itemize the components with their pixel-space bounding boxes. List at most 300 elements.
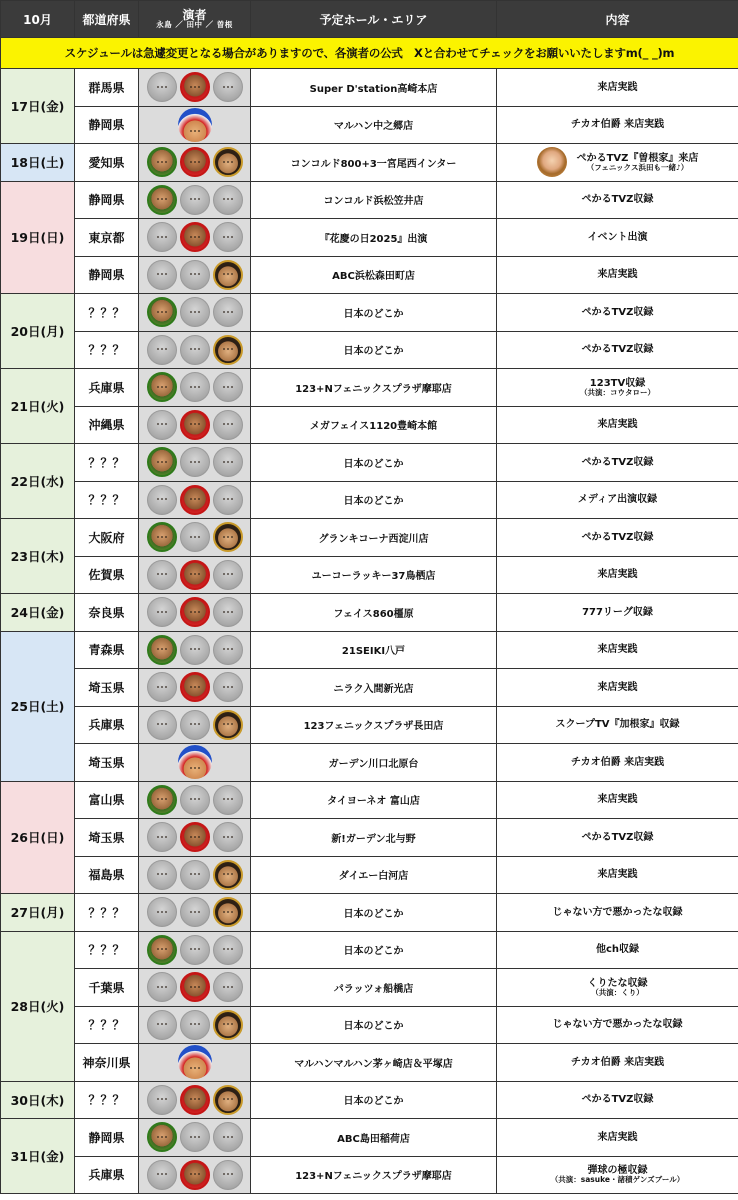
inactive-performer-avatar	[180, 710, 210, 740]
nagashima-avatar	[147, 522, 177, 552]
date-cell: 18日(土)	[1, 144, 75, 182]
inactive-performer-avatar	[147, 1010, 177, 1040]
chikao-avatar	[178, 1045, 212, 1079]
tanaka-avatar	[180, 410, 210, 440]
prefecture-cell: ？？？	[75, 931, 139, 969]
performer-avatars	[139, 335, 250, 365]
inactive-performer-avatar	[147, 485, 177, 515]
prefecture-cell: 福島県	[75, 856, 139, 894]
content-cell	[497, 1006, 738, 1044]
hall-cell: ABC島田稲荷店	[251, 1119, 497, 1157]
inactive-performer-avatar	[213, 785, 243, 815]
inactive-performer-avatar	[180, 335, 210, 365]
nagashima-avatar	[147, 447, 177, 477]
content-cell	[497, 331, 738, 369]
schedule-row	[1, 256, 738, 294]
chikao-avatar	[178, 745, 212, 779]
performers-cell	[139, 969, 251, 1007]
date-cell: 19日(日)	[1, 181, 75, 294]
prefecture-cell: 静岡県	[75, 181, 139, 219]
hall-cell: 123フェニックスプラザ長田店	[251, 706, 497, 744]
content-cell	[497, 256, 738, 294]
performer-avatars	[139, 597, 250, 627]
prefecture-cell: 埼玉県	[75, 669, 139, 707]
tanaka-avatar	[180, 972, 210, 1002]
date-cell: 31日(金)	[1, 1119, 75, 1194]
schedule-row	[1, 969, 738, 1007]
hall-cell: 日本のどこか	[251, 894, 497, 932]
hall-cell: 日本のどこか	[251, 1081, 497, 1119]
nagashima-avatar	[147, 635, 177, 665]
performers-cell	[139, 106, 251, 144]
content-cell	[497, 294, 738, 332]
content-label: チカオ伯爵 来店実践	[570, 756, 665, 768]
nagashima-avatar	[147, 147, 177, 177]
chikao-avatar	[178, 108, 212, 142]
header-content: 内容	[497, 1, 738, 38]
content-cell	[497, 819, 738, 857]
performers-cell	[139, 144, 251, 182]
performers-cell	[139, 481, 251, 519]
prefecture-cell: ？？？	[75, 894, 139, 932]
content-cell	[497, 106, 738, 144]
inactive-performer-avatar	[213, 935, 243, 965]
content-cell	[497, 631, 738, 669]
schedule-row	[1, 781, 738, 819]
date-cell: 26日(日)	[1, 781, 75, 894]
prefecture-cell: 神奈川県	[75, 1044, 139, 1082]
content-label: ぺかるTVZ収録	[581, 194, 654, 206]
prefecture-cell: 埼玉県	[75, 819, 139, 857]
performers-cell	[139, 931, 251, 969]
content-note: （共演：コウタロー）	[580, 387, 655, 397]
prefecture-cell: 静岡県	[75, 106, 139, 144]
schedule-row	[1, 856, 738, 894]
prefecture-cell: ？？？	[75, 481, 139, 519]
performer-avatars	[139, 1160, 250, 1190]
content-label: ぺかるTVZ『曽根家』来店	[576, 152, 699, 164]
performer-avatars	[139, 1085, 250, 1115]
performer-avatars	[139, 72, 250, 102]
performers-cell	[139, 856, 251, 894]
prefecture-cell: 群馬県	[75, 69, 139, 107]
inactive-performer-avatar	[213, 672, 243, 702]
tanaka-avatar	[180, 72, 210, 102]
date-cell: 20日(月)	[1, 294, 75, 369]
hall-cell: 123+Nフェニックスプラザ摩耶店	[251, 1156, 497, 1194]
hall-cell: マルハン中之郷店	[251, 106, 497, 144]
date-cell: 28日(火)	[1, 931, 75, 1081]
performers-cell	[139, 369, 251, 407]
inactive-performer-avatar	[147, 560, 177, 590]
date-cell: 25日(土)	[1, 631, 75, 781]
content-cell	[497, 481, 738, 519]
prefecture-cell: 青森県	[75, 631, 139, 669]
content-label: ぺかるTVZ収録	[581, 831, 654, 843]
performers-cell	[139, 294, 251, 332]
inactive-performer-avatar	[213, 447, 243, 477]
schedule-row	[1, 1081, 738, 1119]
sone-avatar	[213, 710, 243, 740]
performers-cell	[139, 1081, 251, 1119]
header-performers-label: 演者	[182, 7, 207, 22]
content-label: ぺかるTVZ収録	[581, 456, 654, 468]
hall-cell: ガーデン川口北原台	[251, 744, 497, 782]
inactive-performer-avatar	[213, 1122, 243, 1152]
performer-avatars	[139, 1045, 250, 1079]
prefecture-cell: 兵庫県	[75, 369, 139, 407]
date-cell: 23日(木)	[1, 519, 75, 594]
inactive-performer-avatar	[180, 1122, 210, 1152]
content-cell	[497, 931, 738, 969]
prefecture-cell: ？？？	[75, 1006, 139, 1044]
performer-avatars	[139, 972, 250, 1002]
inactive-performer-avatar	[147, 672, 177, 702]
prefecture-cell: ？？？	[75, 1081, 139, 1119]
content-label: 来店実践	[597, 81, 638, 93]
performer-avatars	[139, 1122, 250, 1152]
schedule-row	[1, 931, 738, 969]
prefecture-cell: 兵庫県	[75, 1156, 139, 1194]
content-cell	[497, 744, 738, 782]
performer-avatars	[139, 410, 250, 440]
inactive-performer-avatar	[213, 222, 243, 252]
content-label: 来店実践	[597, 269, 638, 281]
sone-avatar	[213, 522, 243, 552]
sone-avatar	[213, 1085, 243, 1115]
performers-cell	[139, 69, 251, 107]
prefecture-cell: ？？？	[75, 294, 139, 332]
content-label: 来店実践	[597, 681, 638, 693]
performer-avatars	[139, 222, 250, 252]
inactive-performer-avatar	[180, 372, 210, 402]
guest-photo-icon	[537, 147, 567, 177]
inactive-performer-avatar	[180, 522, 210, 552]
hall-cell: メガフェイス1120豊崎本館	[251, 406, 497, 444]
nagashima-avatar	[147, 785, 177, 815]
date-cell: 17日(金)	[1, 69, 75, 144]
hall-cell: 『花慶の日2025』出演	[251, 219, 497, 257]
nagashima-avatar	[147, 935, 177, 965]
inactive-performer-avatar	[213, 185, 243, 215]
schedule-row	[1, 444, 738, 482]
schedule-row	[1, 1006, 738, 1044]
inactive-performer-avatar	[180, 897, 210, 927]
performer-avatars	[139, 672, 250, 702]
hall-cell: パラッツォ船橋店	[251, 969, 497, 1007]
performer-avatars	[139, 147, 250, 177]
schedule-row	[1, 106, 738, 144]
performers-cell	[139, 406, 251, 444]
inactive-performer-avatar	[180, 447, 210, 477]
inactive-performer-avatar	[213, 972, 243, 1002]
inactive-performer-avatar	[147, 822, 177, 852]
content-note: （共演：sasuke・諸積ゲンズブール）	[550, 1175, 685, 1185]
content-label: 来店実践	[597, 1131, 638, 1143]
inactive-performer-avatar	[213, 560, 243, 590]
performer-avatars	[139, 897, 250, 927]
schedule-row	[1, 369, 738, 407]
tanaka-avatar	[180, 485, 210, 515]
inactive-performer-avatar	[147, 710, 177, 740]
schedule-row	[1, 481, 738, 519]
content-label: 777リーグ収録	[582, 606, 653, 618]
performers-cell	[139, 744, 251, 782]
nagashima-avatar	[147, 297, 177, 327]
performer-avatars	[139, 297, 250, 327]
content-label: 123TV収録	[589, 377, 646, 389]
hall-cell: 日本のどこか	[251, 481, 497, 519]
inactive-performer-avatar	[213, 372, 243, 402]
performer-avatars	[139, 522, 250, 552]
content-cell	[497, 1044, 738, 1082]
performer-avatars	[139, 822, 250, 852]
hall-cell: ニラク入間新光店	[251, 669, 497, 707]
schedule-row	[1, 556, 738, 594]
date-cell: 24日(金)	[1, 594, 75, 632]
inactive-performer-avatar	[180, 185, 210, 215]
content-label: 来店実践	[597, 419, 638, 431]
performer-avatars	[139, 785, 250, 815]
sone-avatar	[213, 860, 243, 890]
inactive-performer-avatar	[213, 410, 243, 440]
performers-cell	[139, 181, 251, 219]
hall-cell: タイヨーネオ 富山店	[251, 781, 497, 819]
performers-cell	[139, 594, 251, 632]
hall-cell: Super D'station高崎本店	[251, 69, 497, 107]
performer-avatars	[139, 710, 250, 740]
sone-avatar	[213, 1010, 243, 1040]
content-note: （共演：くり）	[591, 987, 644, 997]
content-label: じゃない方で悪かったな収録	[552, 906, 683, 918]
header-pref: 都道府県	[75, 1, 139, 38]
date-cell: 30日(木)	[1, 1081, 75, 1119]
performers-cell	[139, 444, 251, 482]
inactive-performer-avatar	[180, 860, 210, 890]
inactive-performer-avatar	[147, 260, 177, 290]
schedule-row	[1, 894, 738, 932]
schedule-row	[1, 1156, 738, 1194]
inactive-performer-avatar	[147, 335, 177, 365]
hall-cell: 日本のどこか	[251, 331, 497, 369]
inactive-performer-avatar	[213, 597, 243, 627]
hall-cell: グランキコーナ西淀川店	[251, 519, 497, 557]
inactive-performer-avatar	[180, 1010, 210, 1040]
performers-cell	[139, 819, 251, 857]
performers-cell	[139, 331, 251, 369]
prefecture-cell: 富山県	[75, 781, 139, 819]
performers-cell	[139, 1006, 251, 1044]
performers-cell	[139, 781, 251, 819]
performers-cell	[139, 1119, 251, 1157]
content-label: 来店実践	[597, 794, 638, 806]
schedule-row	[1, 181, 738, 219]
schedule-row	[1, 219, 738, 257]
performer-avatars	[139, 745, 250, 779]
inactive-performer-avatar	[147, 410, 177, 440]
content-cell	[497, 556, 738, 594]
schedule-row	[1, 744, 738, 782]
prefecture-cell: 大阪府	[75, 519, 139, 557]
tanaka-avatar	[180, 597, 210, 627]
inactive-performer-avatar	[147, 860, 177, 890]
schedule-row	[1, 294, 738, 332]
inactive-performer-avatar	[180, 785, 210, 815]
performers-cell	[139, 1156, 251, 1194]
schedule-row	[1, 669, 738, 707]
inactive-performer-avatar	[180, 260, 210, 290]
content-note: （フェニックス浜田も一緒♪）	[586, 162, 689, 172]
inactive-performer-avatar	[213, 72, 243, 102]
performer-avatars	[139, 860, 250, 890]
hall-cell: 日本のどこか	[251, 444, 497, 482]
schedule-row	[1, 1044, 738, 1082]
hall-cell: 日本のどこか	[251, 931, 497, 969]
sone-avatar	[213, 147, 243, 177]
content-label: チカオ伯爵 来店実践	[570, 119, 665, 131]
schedule-row	[1, 594, 738, 632]
performer-avatars	[139, 935, 250, 965]
tanaka-avatar	[180, 222, 210, 252]
performer-avatars	[139, 447, 250, 477]
tanaka-avatar	[180, 560, 210, 590]
notice-banner: スケジュールは急遽変更となる場合がありますので、各演者の公式 Xと合わせてチェックをお願いいたしますm(_ _)m	[1, 38, 738, 69]
content-cell	[497, 969, 738, 1007]
date-cell: 27日(月)	[1, 894, 75, 932]
inactive-performer-avatar	[180, 635, 210, 665]
performers-cell	[139, 219, 251, 257]
date-cell: 22日(水)	[1, 444, 75, 519]
hall-cell: マルハンマルハン茅ヶ崎店＆平塚店	[251, 1044, 497, 1082]
prefecture-cell: 愛知県	[75, 144, 139, 182]
header-performers	[139, 1, 251, 38]
content-cell	[497, 444, 738, 482]
nagashima-avatar	[147, 372, 177, 402]
content-label: メディア出演収録	[577, 494, 658, 506]
performers-cell	[139, 894, 251, 932]
content-label: 他ch収録	[595, 944, 640, 956]
content-cell	[497, 856, 738, 894]
prefecture-cell: ？？？	[75, 444, 139, 482]
notice-row	[1, 38, 738, 69]
hall-cell: 日本のどこか	[251, 1006, 497, 1044]
date-cell: 21日(火)	[1, 369, 75, 444]
header-performers-names: 永島 ／ 田中 ／ 曽根	[156, 20, 233, 30]
performer-avatars	[139, 1010, 250, 1040]
tanaka-avatar	[180, 147, 210, 177]
schedule-row	[1, 69, 738, 107]
content-cell	[497, 669, 738, 707]
tanaka-avatar	[180, 1160, 210, 1190]
inactive-performer-avatar	[213, 1160, 243, 1190]
schedule-row	[1, 706, 738, 744]
content-cell	[497, 406, 738, 444]
hall-cell: ABC浜松森田町店	[251, 256, 497, 294]
content-label: ぺかるTVZ収録	[581, 306, 654, 318]
inactive-performer-avatar	[147, 972, 177, 1002]
inactive-performer-avatar	[147, 597, 177, 627]
hall-cell: 新!ガーデン北与野	[251, 819, 497, 857]
performer-avatars	[139, 635, 250, 665]
schedule-row	[1, 331, 738, 369]
header-row	[1, 1, 738, 38]
performers-cell	[139, 669, 251, 707]
hall-cell: コンコルド800+3一宮尾西インター	[251, 144, 497, 182]
sone-avatar	[213, 260, 243, 290]
performer-avatars	[139, 372, 250, 402]
inactive-performer-avatar	[213, 635, 243, 665]
content-cell	[497, 181, 738, 219]
inactive-performer-avatar	[147, 897, 177, 927]
hall-cell: ダイエー白河店	[251, 856, 497, 894]
hall-cell: 日本のどこか	[251, 294, 497, 332]
content-cell	[497, 594, 738, 632]
content-cell	[497, 781, 738, 819]
sone-avatar	[213, 897, 243, 927]
performers-cell	[139, 556, 251, 594]
inactive-performer-avatar	[147, 1085, 177, 1115]
performer-avatars	[139, 108, 250, 142]
schedule-row	[1, 1119, 738, 1157]
prefecture-cell: 東京都	[75, 219, 139, 257]
prefecture-cell: 佐賀県	[75, 556, 139, 594]
performer-avatars	[139, 260, 250, 290]
schedule-row	[1, 519, 738, 557]
performer-avatars	[139, 485, 250, 515]
content-label: ぺかるTVZ収録	[581, 1094, 654, 1106]
schedule-row	[1, 819, 738, 857]
content-label: ぺかるTVZ収録	[581, 344, 654, 356]
sone-avatar	[213, 335, 243, 365]
header-month: 10月	[1, 1, 75, 38]
inactive-performer-avatar	[213, 822, 243, 852]
tanaka-avatar	[180, 822, 210, 852]
hall-cell: 123+Nフェニックスプラザ摩耶店	[251, 369, 497, 407]
tanaka-avatar	[180, 672, 210, 702]
prefecture-cell: 沖縄県	[75, 406, 139, 444]
prefecture-cell: ？？？	[75, 331, 139, 369]
performers-cell	[139, 1044, 251, 1082]
performer-avatars	[139, 560, 250, 590]
prefecture-cell: 兵庫県	[75, 706, 139, 744]
inactive-performer-avatar	[147, 222, 177, 252]
content-label: チカオ伯爵 来店実践	[570, 1056, 665, 1068]
prefecture-cell: 奈良県	[75, 594, 139, 632]
nagashima-avatar	[147, 185, 177, 215]
content-cell	[497, 1081, 738, 1119]
content-cell	[497, 69, 738, 107]
hall-cell: 21SEIKI八戸	[251, 631, 497, 669]
content-cell	[497, 1119, 738, 1157]
content-cell	[497, 706, 738, 744]
prefecture-cell: 千葉県	[75, 969, 139, 1007]
performer-avatars	[139, 185, 250, 215]
inactive-performer-avatar	[213, 297, 243, 327]
schedule-row	[1, 406, 738, 444]
content-label: くりたな収録	[587, 977, 648, 989]
content-cell	[497, 369, 738, 407]
hall-cell: コンコルド浜松笠井店	[251, 181, 497, 219]
schedule-row	[1, 631, 738, 669]
hall-cell: ユーコーラッキー37鳥栖店	[251, 556, 497, 594]
content-label: ぺかるTVZ収録	[581, 531, 654, 543]
inactive-performer-avatar	[213, 485, 243, 515]
content-label: じゃない方で悪かったな収録	[552, 1019, 683, 1031]
inactive-performer-avatar	[147, 1160, 177, 1190]
content-label: スクープTV『加根家』収録	[555, 719, 680, 731]
performers-cell	[139, 519, 251, 557]
prefecture-cell: 静岡県	[75, 1119, 139, 1157]
